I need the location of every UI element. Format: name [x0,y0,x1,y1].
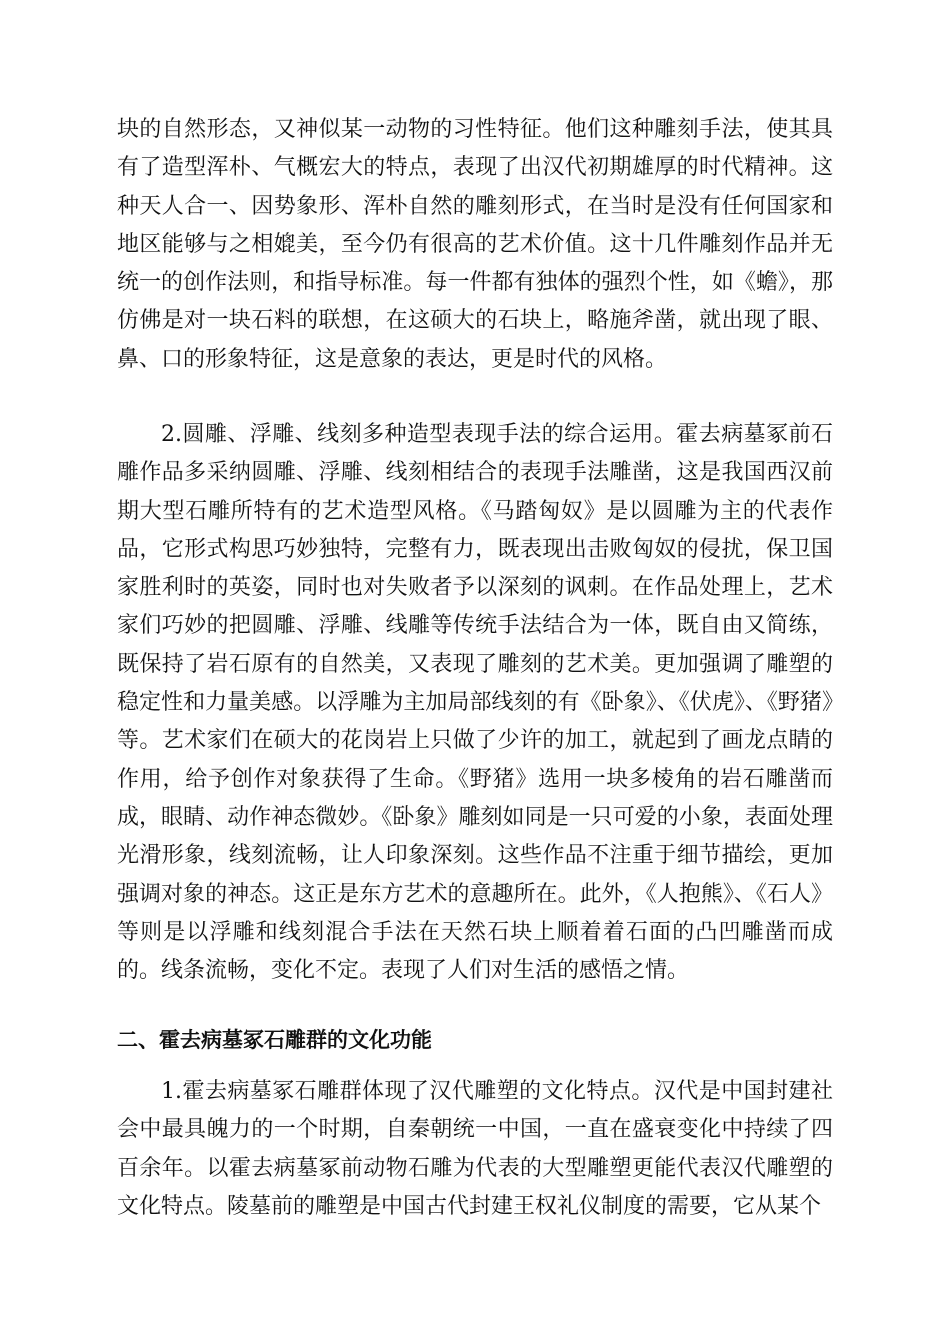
paragraph-section-1: 1.霍去病墓冢石雕群体现了汉代雕塑的文化特点。汉代是中国封建社会中最具魄力的一个时期，自秦朝统一中国，一直在盛衰变化中持续了四百余年。以霍去病墓冢前动物石雕为代表的大型雕塑更能代表汉代雕塑的文化特点。陵墓前的雕塑是中国古代封建王权礼仪制度的需要，它从某个 [117,1079,833,1219]
paragraph-continuation: 块的自然形态，又神似某一动物的习性特征。他们这种雕刻手法，使其具有了造型浑朴、气概宏大的特点，表现了出汉代初期雄厚的时代精神。这种天人合一、因势象形、浑朴自然的雕刻形式，在当时是没有任何国家和地区能够与之相媲美，至今仍有很高的艺术价值。这十几件雕刻作品并无统一的创作法则，和指导标准。每一件都有独体的强烈个性，如《蟾》，那仿佛是对一块石料的联想，在这硕大的石块上，略施斧凿，就出现了眼、鼻、口的形象特征，这是意象的表达，更是时代的风格。 [117,117,833,372]
paragraph-technique-2: 2.圆雕、浮雕、线刻多种造型表现手法的综合运用。霍去病墓冢前石雕作品多采纳圆雕、浮雕、线刻相结合的表现手法雕凿，这是我国西汉前期大型石雕所特有的艺术造型风格。《马踏匈奴》是以圆雕为主的代表作品，它形式构思巧妙独特，完整有力，既表现出击败匈奴的侵扰，保卫国家胜利时的英姿，同时也对失败者予以深刻的讽刺。在作品处理上，艺术家们巧妙的把圆雕、浮雕、线雕等传统手法结合为一体，既自由又简练，既保持了岩石原有的自然美，又表现了雕刻的艺术美。更加强调了雕塑的稳定性和力量美感。以浮雕为主加局部线刻的有《卧象》、《伏虎》、《野猪》等。艺术家们在硕大的花岗岩上只做了少许的加工，就起到了画龙点睛的作用，给予创作对象获得了生命。《野猪》选用一块多棱角的岩石雕凿而成，眼睛、动作神态微妙。《卧象》雕刻如同是一只可爱的小象，表面处理光滑形象，线刻流畅，让人印象深刻。这些作品不注重于细节描绘，更加强调对象的神态。这正是东方艺术的意趣所在。此外，《人抱熊》、《石人》等则是以浮雕和线刻混合手法在天然石块上顺着着石面的凸凹雕凿而成的。线条流畅，变化不定。表现了人们对生活的感悟之情。 [117,422,833,984]
section-heading: 二、霍去病墓冢石雕群的文化功能 [117,1028,432,1052]
